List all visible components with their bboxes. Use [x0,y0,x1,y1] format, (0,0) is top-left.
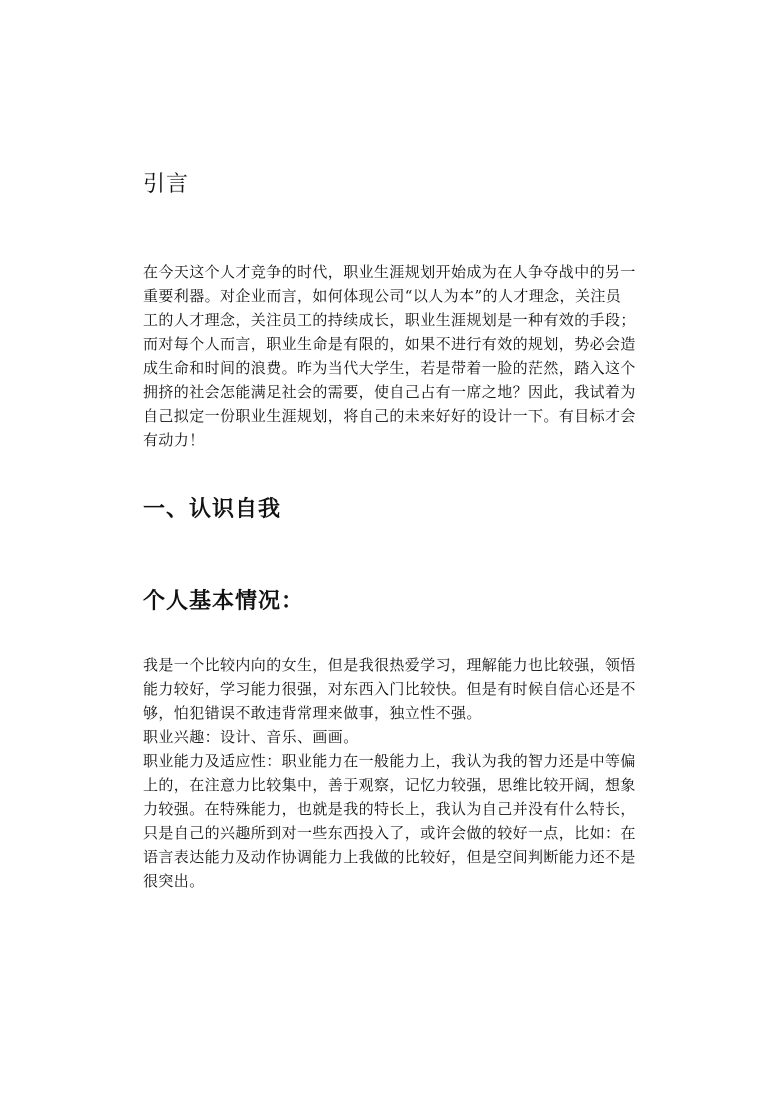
paragraph-line: 够，怕犯错误不敢违背常理来做事，独立性不强。 [143,704,482,722]
paragraph-line: 只是自己的兴趣所到对一些东西投入了，或许会做的较好一点，比如：在 [143,824,636,842]
paragraph-line: 自己拟定一份职业生涯规划，将自己的未来好好的设计一下。有目标才会 [143,407,636,425]
paragraph-line: 上的，在注意力比较集中，善于观察，记忆力较强，思维比较开阔，想象 [143,776,636,794]
paragraph-line: 而对每个人而言，职业生命是有限的，如果不进行有效的规划，势必会造 [143,335,636,353]
paragraph-line: 力较强。在特殊能力，也就是我的特长上，我认为自己并没有什么特长， [143,800,636,818]
paragraph-line: 成生命和时间的浪费。昨为当代大学生，若是带着一脸的茫然，踏入这个 [143,359,636,377]
intro-paragraph [143,260,636,452]
paragraph-line: 在今天这个人才竞争的时代，职业生涯规划开始成为在人争夺战中的另一 [143,263,636,281]
basic-info-paragraph [143,653,636,893]
paragraph-line: 职业兴趣：设计、音乐、画画。 [143,728,359,746]
paragraph-line: 有动力！ [143,431,205,449]
paragraph-line: 职业能力及适应性：职业能力在一般能力上，我认为我的智力还是中等偏 [143,752,636,770]
intro-heading: 引言 [143,172,190,197]
paragraph-line: 语言表达能力及动作协调能力上我做的比较好，但是空间判断能力还不是 [143,848,636,866]
paragraph-line: 重要利器。对企业而言，如何体现公司“以人为本”的人才理念，关注员 [143,287,622,305]
paragraph-line: 我是一个比较内向的女生，但是我很热爱学习，理解能力也比较强，领悟 [143,656,636,674]
paragraph-line: 很突出。 [143,872,205,890]
paragraph-line: 工的人才理念，关注员工的持续成长，职业生涯规划是一种有效的手段； [143,311,636,329]
paragraph-line: 能力较好，学习能力很强，对东西入门比较快。但是有时候自信心还是不 [143,680,636,698]
paragraph-line: 拥挤的社会怎能满足社会的需要，使自己占有一席之地？因此，我试着为 [143,383,636,401]
section-heading-know-yourself: 一、认识自我 [143,497,282,522]
basic-info-heading: 个人基本情况： [143,589,305,614]
